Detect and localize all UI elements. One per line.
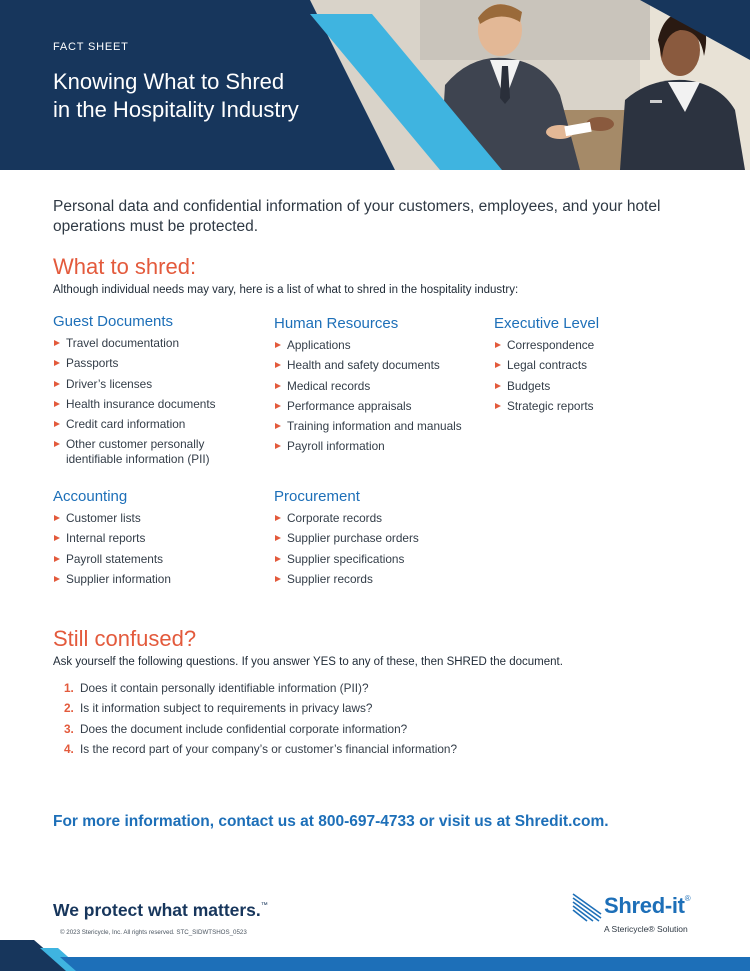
bullet-triangle-icon <box>54 421 60 427</box>
category-list <box>53 511 268 587</box>
category-title: Accounting <box>53 488 128 505</box>
logo-subtitle: A Stericycle® Solution <box>604 924 688 934</box>
questions-list <box>64 681 457 763</box>
list-item: Supplier specifications <box>274 552 489 567</box>
list-item: Medical records <box>274 379 489 394</box>
bullet-triangle-icon <box>54 401 60 407</box>
bullet-triangle-icon <box>275 515 281 521</box>
list-item: Correspondence <box>494 338 694 353</box>
still-confused-heading: Still confused? <box>53 626 197 651</box>
category-executive-level <box>494 315 694 419</box>
category-accounting <box>53 488 268 592</box>
copyright-notice: © 2023 Stericycle, Inc. All rights reserved. STC_SIDWTSHOS_0523 <box>60 929 247 936</box>
question-item: 4. Is the record part of your company’s or customer’s financial information? <box>64 742 458 757</box>
list-item: Supplier records <box>274 572 489 587</box>
list-item: Payroll information <box>274 439 489 454</box>
category-procurement <box>274 488 489 592</box>
category-title: Procurement <box>274 488 360 505</box>
question-item: 1. Does it contain personally identifiable information (PII)? <box>64 681 369 695</box>
footer-stripe <box>0 940 750 971</box>
list-item: Legal contracts <box>494 358 694 373</box>
category-list <box>274 338 489 454</box>
bullet-triangle-icon <box>275 342 281 348</box>
question-item: 3. Does the document include confidential corporate information? <box>64 721 408 736</box>
bullet-triangle-icon <box>54 381 60 387</box>
what-to-shred-subheading: Although individual needs may vary, here is a list of what to shred in the hospitality industry: <box>53 284 519 296</box>
list-item: Customer lists <box>53 511 268 526</box>
list-item: Health and safety documents <box>274 358 489 373</box>
list-item: Strategic reports <box>494 399 694 414</box>
bullet-triangle-icon <box>54 441 60 447</box>
bullet-triangle-icon <box>54 515 60 521</box>
bullet-triangle-icon <box>54 576 60 582</box>
logo-wordmark: Shred-it® <box>604 893 691 918</box>
category-list <box>53 336 268 467</box>
category-title: Guest Documents <box>53 313 174 330</box>
list-item: Supplier information <box>53 572 268 587</box>
what-to-shred-heading: What to shred: <box>53 254 197 279</box>
list-item: Payroll statements <box>53 552 268 567</box>
bullet-triangle-icon <box>54 535 60 541</box>
page-title <box>53 68 353 124</box>
list-item: Performance appraisals <box>274 399 489 414</box>
bullet-triangle-icon <box>275 383 281 389</box>
list-item: Driver’s licenses <box>53 377 268 392</box>
bullet-triangle-icon <box>54 556 60 562</box>
bullet-triangle-icon <box>495 383 501 389</box>
list-item: Other customer personally identifiable information (PII) <box>53 437 223 467</box>
bullet-triangle-icon <box>275 362 281 368</box>
category-title: Human Resources <box>274 315 399 332</box>
list-item: Corporate records <box>274 511 489 526</box>
tagline: We protect what matters.™ <box>53 900 268 920</box>
page-title-line-2: in the Hospitality Industry <box>53 97 299 122</box>
list-item: Credit card information <box>53 417 268 432</box>
list-item: Applications <box>274 338 489 353</box>
question-item: 2. Is it information subject to requirements in privacy laws? <box>64 701 373 716</box>
list-item: Passports <box>53 356 268 371</box>
bullet-triangle-icon <box>495 403 501 409</box>
bullet-triangle-icon <box>275 556 281 562</box>
bullet-triangle-icon <box>275 423 281 429</box>
bullet-triangle-icon <box>54 360 60 366</box>
bullet-triangle-icon <box>275 576 281 582</box>
category-title: Executive Level <box>494 315 600 332</box>
list-item: Budgets <box>494 379 694 394</box>
bullet-triangle-icon <box>495 362 501 368</box>
list-item: Health insurance documents <box>53 397 268 412</box>
header-banner <box>0 0 750 170</box>
category-list <box>494 338 694 414</box>
intro-paragraph: Personal data and confidential information of your customers, employees, and your hotel operations must be protected. <box>53 198 661 235</box>
bullet-triangle-icon <box>275 443 281 449</box>
eyebrow-label: FACT SHEET <box>53 41 129 53</box>
list-item: Travel documentation <box>53 336 268 351</box>
category-human-resources <box>274 315 489 460</box>
shred-it-logo <box>571 890 711 940</box>
list-item: Internal reports <box>53 531 268 546</box>
bullet-triangle-icon <box>495 342 501 348</box>
bullet-triangle-icon <box>275 403 281 409</box>
bullet-triangle-icon <box>54 340 60 346</box>
still-confused-subheading: Ask yourself the following questions. If you answer YES to any of these, then SHRED the document. <box>53 656 563 668</box>
list-item: Supplier purchase orders <box>274 531 489 546</box>
page-title-line-1: Knowing What to Shred <box>53 69 285 94</box>
contact-line: For more information, contact us at 800-697-4733 or visit us at Shredit.com. <box>53 813 609 830</box>
category-list <box>274 511 489 587</box>
category-guest-documents <box>53 313 268 473</box>
list-item: Training information and manuals <box>274 419 489 434</box>
bullet-triangle-icon <box>275 535 281 541</box>
shred-it-logo-icon <box>571 892 603 922</box>
